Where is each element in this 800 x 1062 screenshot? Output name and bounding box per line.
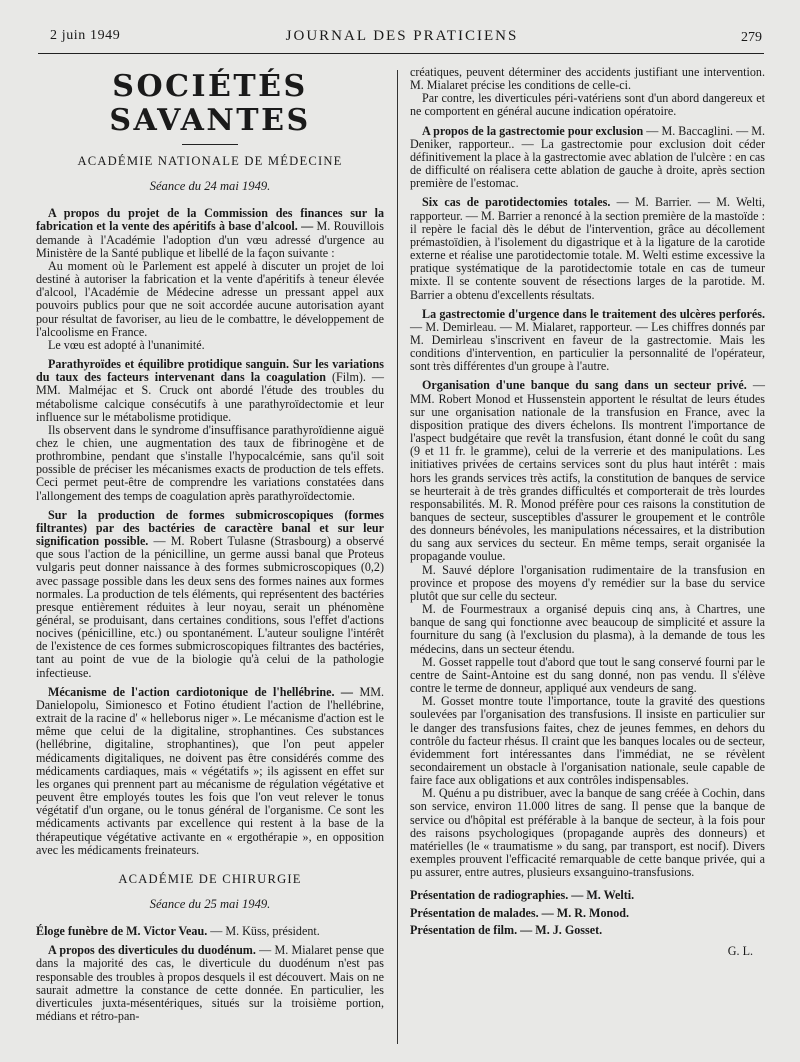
presentation-radiographies: Présentation de radiographies. — M. Welti. xyxy=(410,888,635,903)
column-divider xyxy=(397,70,398,1044)
article-title: A propos de la gastrectomie pour exclusion xyxy=(422,123,644,138)
article-body: MM. Danielopolu, Simionesco et Fotino étudient l'action de l'hellébrine, extrait de la racine d' « helleborus niger ». Le mécanisme d'action est le même que celui de la digitaline, strophantines. Ces substances (hellébrine, digitaline, strophantines), que l'on peut appeler médicaments digitaliques, ne doivent pas être considérés comme des médicaments cardiaques, mais « végétatifs »; ils agissent en effet sur les organes qui prennent part au mécanisme de régulation végétative et peuvent être employés toutes les fois que l'on veut relever le tonus végétatif d'un organe, ou le tonus général de l'organisme. Ce sont les médicaments activants par excellence qui restent à la base de la thérapeutique végétative activante en « ergothérapie », en opposition avec les médicaments freinateurs. xyxy=(36,684,384,857)
article-title: Mécanisme de l'action cardiotonique de l'hellébrine. — xyxy=(48,684,354,699)
page-number: 279 xyxy=(741,30,762,45)
article-gastrectomie-urgence xyxy=(410,308,765,374)
paragraph: M. Gosset montre toute l'importance, toute la gravité des questions soulevées par l'organisation des transfusions. Il insiste en particulier sur le danger des transfusions faites, chez de jeunes femmes, en dehors du contrôle du facteur rhésus. Il craint que les banques locales ou de secteur, évidemment fort intéressantes dans l'immédiat, ne se révèlent secondairement un obstacle à l'organisation nationale, seule capable de faire face aux obligations et aux contrôles indispensables. xyxy=(410,694,765,788)
section-heading-medecine: ACADÉMIE NATIONALE DE MÉDECINE xyxy=(77,154,343,168)
section-heading-chirurgie: ACADÉMIE DE CHIRURGIE xyxy=(118,871,302,886)
masthead: SOCIÉTÉS SAVANTES xyxy=(109,69,311,138)
article-title: A propos du projet de la Commission des finances sur la fabrication et la vente des apéritifs à base d'alcool. — xyxy=(36,206,384,234)
page-header xyxy=(40,22,764,52)
article-title: A propos des diverticules du duodénum. xyxy=(48,943,256,958)
article-parotidectomies xyxy=(410,196,765,301)
article-title: Sur la production de formes submicroscopiques (formes filtrantes) par des bactéries de caractère banal et sur leur signification possible. xyxy=(36,507,384,549)
paragraph: créatiques, peuvent déterminer des accidents justifiant une intervention. M. Mialaret précise les conditions de celle-ci. xyxy=(410,65,765,93)
presentation-film: Présentation de film. — M. J. Gosset. xyxy=(410,922,603,937)
article-diverticules xyxy=(36,944,384,1023)
paragraph: Le vœu est adopté à l'unanimité. xyxy=(48,337,205,352)
article-title: Éloge funèbre de M. Victor Veau. xyxy=(36,924,208,939)
masthead-rule xyxy=(182,144,238,145)
article-eloge xyxy=(36,925,384,938)
article-hellebrine xyxy=(36,686,384,857)
article-body: — M. Robert Tulasne (Strasbourg) a observé que sous l'action de la pénicilline, un germe aussi banal que Proteus vulgaris peut donner naissance à des formes submicroscopiques (0,2) avec passage possible dans les deux sens des formes naines aux formes normales. La production de tels éléments, qui représentent des bactéries presque entièrement réduites à leur noyau, serait un phénomène général, se produisant, dans certaines conditions, sous l'effet d'actions nocives (pénicilline, etc.) ou spontanément. L'auteur souligne l'intérêt de l'existence de ces formes submicroscopiques filtrantes des bactéries, tant au point de vue de la biologie qu'à celui de la pathologie infectieuse. xyxy=(36,534,384,680)
signature: G. L. xyxy=(727,943,753,958)
article-gastrectomie-exclusion xyxy=(410,125,765,191)
article-body: — M. Küss, président. xyxy=(207,924,320,939)
right-column xyxy=(410,66,765,958)
paragraph: M. de Fourmestraux a organisé depuis cinq ans, à Chartres, une banque de sang qui fonctionne avec beaucoup de simplicité et assure la fourniture du sang (à l'exclusion du plasma), à la demande de tous les médecins, dans un secteur étendu. xyxy=(410,602,765,656)
paragraph: Ils observent dans le syndrome d'insuffisance parathyroïdienne aiguë chez le chien, une augmentation des taux de fibrinogène et de prothrombine, pendant que s'installe l'hypocalcémie, sans qu'il soit possible de préciser les mécanismes exacts de production de tels effets. Ceci permet peut-être de comprendre les variations constatées dans l'allongement des temps de coagulation après parathyroïdectomie. xyxy=(36,422,384,503)
article-banque-sang xyxy=(410,379,765,563)
seance-date-2: Séance du 25 mai 1949. xyxy=(149,896,271,911)
article-body: M. Rouvillois demande à l'Académie l'adoption d'un vœu adressé d'urgence au Ministère de la Santé publique et libellé de la façon suivante : xyxy=(36,219,384,260)
article-title: La gastrectomie d'urgence dans le traitement des ulcères perforés. xyxy=(422,306,765,321)
article-body: — MM. Robert Monod et Hussenstein apportent le résultat de leurs études sur une organisation nationale de la transfusion en France, avec la disposition pratique des divers échelons. Ils montrent l'importance de l'aspect budgétaire que revêt la transfusion, étant donné le coût du sang (9 et 11 fr. le gramme), celui de la verrerie et des manipulations. Les initiatives privées de certains services sont du plus haut intérêt : mais hors les grands services très actifs, la constitution de banques de service se heurterait à de très grandes difficultés et comporterait de très lourdes responsabilités. M. R. Monod préfère pour ces raisons la constitution de banques de secteur, susceptibles d'assurer le groupement et le contrôle des donneurs bénévoles, les manipulations nécessaires, et la distribution du sang aux services du secteur. En même temps, serait organisée la propagande voulue. xyxy=(410,378,765,564)
article-body: — M. Mialaret pense que dans la majorité des cas, le diverticule du duodénum n'est pas responsable des troubles à propos desquels il est découvert. Mais on ne saurait admettre la constance de cette donnée. En particulier, les diverticules juxta-mésentériques, situés sur la troisième portion, médians et rétro-pan- xyxy=(36,943,384,1024)
article-parathyroides xyxy=(36,358,384,424)
paragraph: M. Gosset rappelle tout d'abord que tout le sang conservé fourni par le centre de Saint-Antoine est du sang donné, non pas vendu. Il s'élève contre le terme de donneur, appliqué aux vendeurs de sang. xyxy=(410,654,765,696)
article-title: Organisation d'une banque du sang dans un secteur privé. xyxy=(422,378,747,393)
paragraph: M. Quénu a pu distribuer, avec la banque de sang créée à Cochin, dans son service, environ 11.000 litres de sang. Il pense que la banque de service ou d'hôpital est préférable à la banque de secteur, à la fois pour des raisons psychologiques (propagande auprès des donneurs) et matérielles (le « traumatisme » du sang, par transport, est nocif). Divers exemples prouvent l'efficacité remarquable de cette banque privée, qui a pu assurer, entre autres, plusieurs exsanguino-transfusions. xyxy=(410,786,765,880)
issue-date: 2 juin 1949 xyxy=(50,28,121,43)
journal-title: JOURNAL DES PRATICIENS xyxy=(285,28,519,44)
paragraph: Par contre, les diverticules péri-vatériens sont d'un abord dangereux et ne comportent en général aucune indication opératoire. xyxy=(410,91,765,119)
article-body: (Film). — MM. Malméjac et S. Cruck ont abordé l'étude des troubles du métabolisme calcique consécutifs à une parathyroïdectomie et leur influence sur le métabolisme protidique. xyxy=(36,370,384,424)
article-aperitifs xyxy=(36,207,384,260)
article-title: Six cas de parotidectomies totales. xyxy=(422,195,611,210)
header-rule xyxy=(38,53,764,54)
seance-date-1: Séance du 24 mai 1949. xyxy=(149,179,271,194)
paragraph: M. Sauvé déplore l'organisation rudimentaire de la transfusion en province et propose des moyens d'y remédier sur la base du service plutôt que sur celle du secteur. xyxy=(410,562,765,603)
paragraph: Au moment où le Parlement est appelé à discuter un projet de loi destiné à autoriser la fabrication et la vente d'apéritifs à teneur élevée d'alcool, l'Académie de Médecine adresse un pressant appel aux pouvoirs publics pour que ne soit accordée aucune autorisation ayant pour résultat de favoriser, au lieu de le combattre, le développement de l'alcoolisme en France. xyxy=(36,258,384,339)
article-formes-submicroscopiques xyxy=(36,509,384,680)
article-body: — M. Baccaglini. — M. Deniker, rapporteur.. — La gastrectomie pour exclusion doit céder définitivement la place à la gastrectomie avec ablation de l'ulcère : en cas de difficulté on réalisera cette ablation de gauche à droite, après section première de l'estomac. xyxy=(410,123,765,191)
article-body: — M. Demirleau. — M. Mialaret, rapporteur. — Les chiffres donnés par M. Demirleau s'inscrivent en faveur de la gastrectomie. Mais les conditions d'intervention, en particulier la personnalité de l'opérateur, sont très différentes d'un groupe à l'autre. xyxy=(410,319,765,374)
presentation-malades: Présentation de malades. — M. R. Monod. xyxy=(410,905,630,920)
article-body: — M. Barrier. — M. Welti, rapporteur. — M. Barrier a renoncé à la section première de la mastoïde : il repère le facial dès le début de l'intervention, grâce au décollement prémastoïdien, à l'isolement du digastrique et à la ligature de la carotide externe et réalise une parotidectomie totale. M. Welti estime excessive la pratique systématique de la parotidectomie totale en cas de tumeur mixte. Il se contente souvent de résections larges de la parotide. M. Barrier a obtenu d'excellents résultats. xyxy=(410,195,766,302)
left-column xyxy=(36,66,384,1023)
article-title: Parathyroïdes et équilibre protidique sanguin. Sur les variations du taux des facteurs intervenant dans la coagulation xyxy=(36,357,384,385)
